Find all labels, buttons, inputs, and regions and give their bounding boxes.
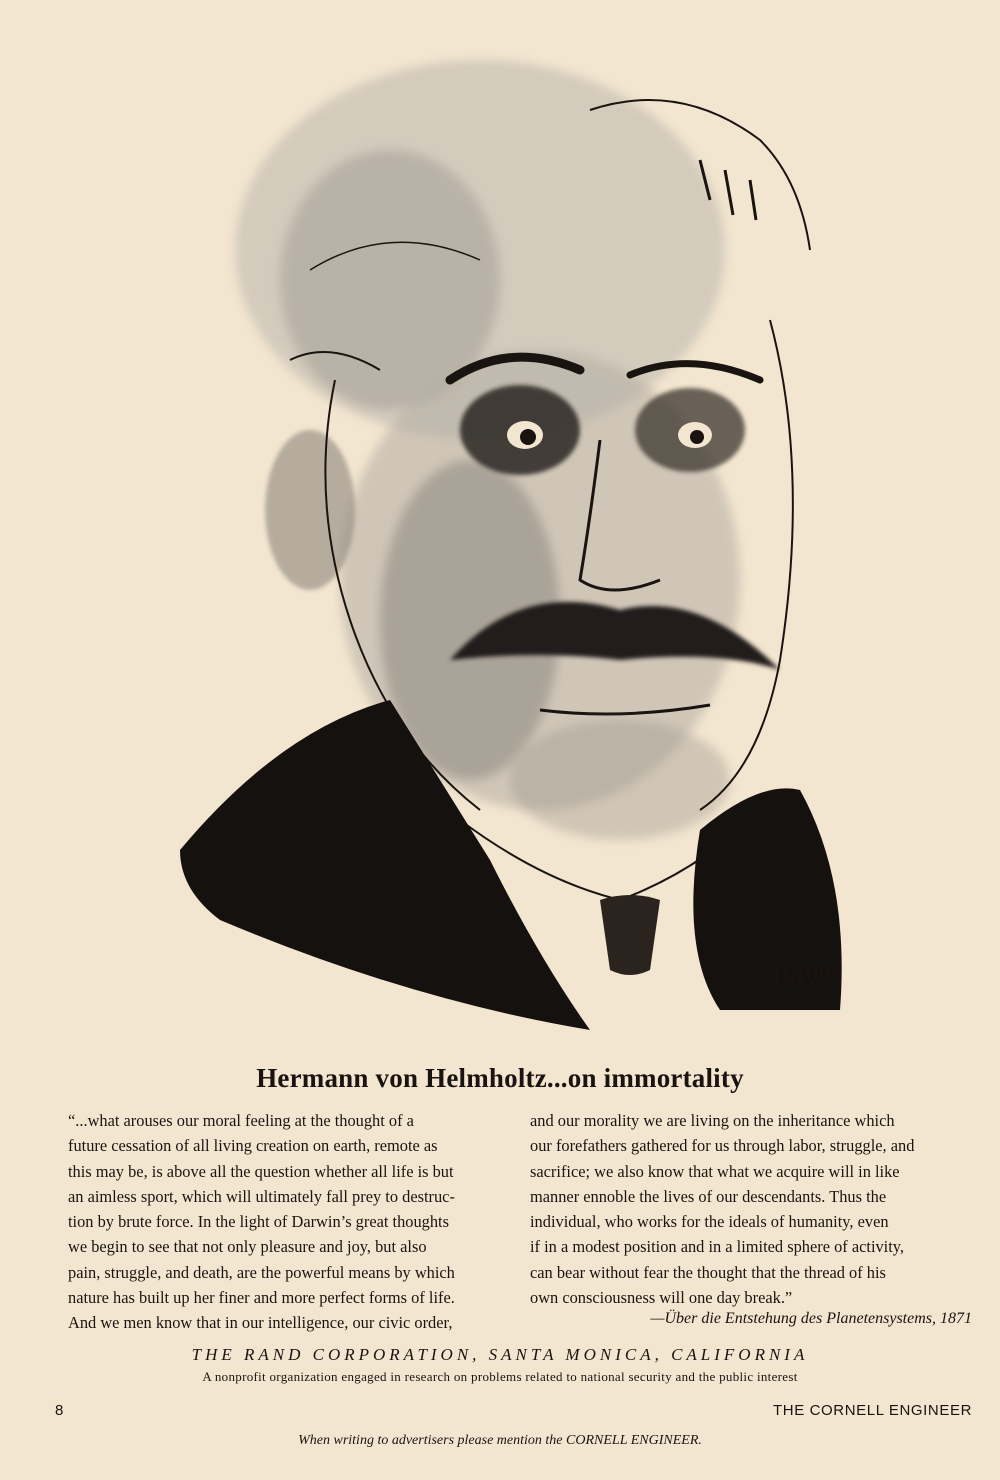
- quote-line: own consciousness will one day break.”: [530, 1288, 793, 1308]
- quote-column-right: [530, 1108, 970, 1310]
- journal-name: THE CORNELL ENGINEER: [773, 1402, 972, 1419]
- quote-line: if in a modest position and in a limited sphere of activity,: [530, 1237, 905, 1257]
- quote-line: this may be, is above all the question whether all life is but: [68, 1161, 454, 1181]
- quote-line: we begin to see that not only pleasure and joy, but also: [68, 1237, 427, 1257]
- quote-line: tion by brute force. In the light of Darwin’s great thoughts: [68, 1212, 449, 1232]
- quote-line: manner ennoble the lives of our descendants. Thus the: [530, 1186, 887, 1206]
- artist-signature: Boyle: [770, 956, 841, 992]
- quote-line: can bear without fear the thought that the thread of his: [530, 1262, 886, 1282]
- organization-name: THE RAND CORPORATION, SANTA MONICA, CALIFORNIA: [191, 1345, 809, 1364]
- quote-line: our forefathers gathered for us through labor, struggle, and: [530, 1136, 915, 1156]
- organization-description: A nonprofit organization engaged in research on problems related to national security and the public interest: [202, 1369, 798, 1384]
- quote-line: And we men know that in our intelligence, our civic order,: [68, 1313, 453, 1333]
- quote-line: sacrifice; we also know that what we acquire will in like: [530, 1161, 900, 1181]
- quote-line: pain, struggle, and death, are the powerful means by which: [68, 1262, 455, 1282]
- headline: Hermann von Helmholtz...on immortality: [256, 1063, 744, 1093]
- page-number: 8: [55, 1402, 64, 1419]
- quote-column-left: [68, 1108, 508, 1336]
- quote-line: individual, who works for the ideals of humanity, even: [530, 1212, 889, 1232]
- quote-line: nature has built up her finer and more perfect forms of life.: [68, 1288, 455, 1308]
- quote-line: an aimless sport, which will ultimately fall prey to destruc-: [68, 1186, 455, 1206]
- portrait-illustration: [160, 20, 860, 1050]
- footer-note: When writing to advertisers please mention the CORNELL ENGINEER.: [298, 1433, 702, 1448]
- quote-line: future cessation of all living creation on earth, remote as: [68, 1136, 438, 1156]
- quote-line: “...what arouses our moral feeling at the thought of a: [68, 1111, 414, 1130]
- quote-source: —Über die Entstehung des Planetensystems, 1871: [650, 1310, 972, 1327]
- quote-line: and our morality we are living on the inheritance which: [530, 1111, 895, 1130]
